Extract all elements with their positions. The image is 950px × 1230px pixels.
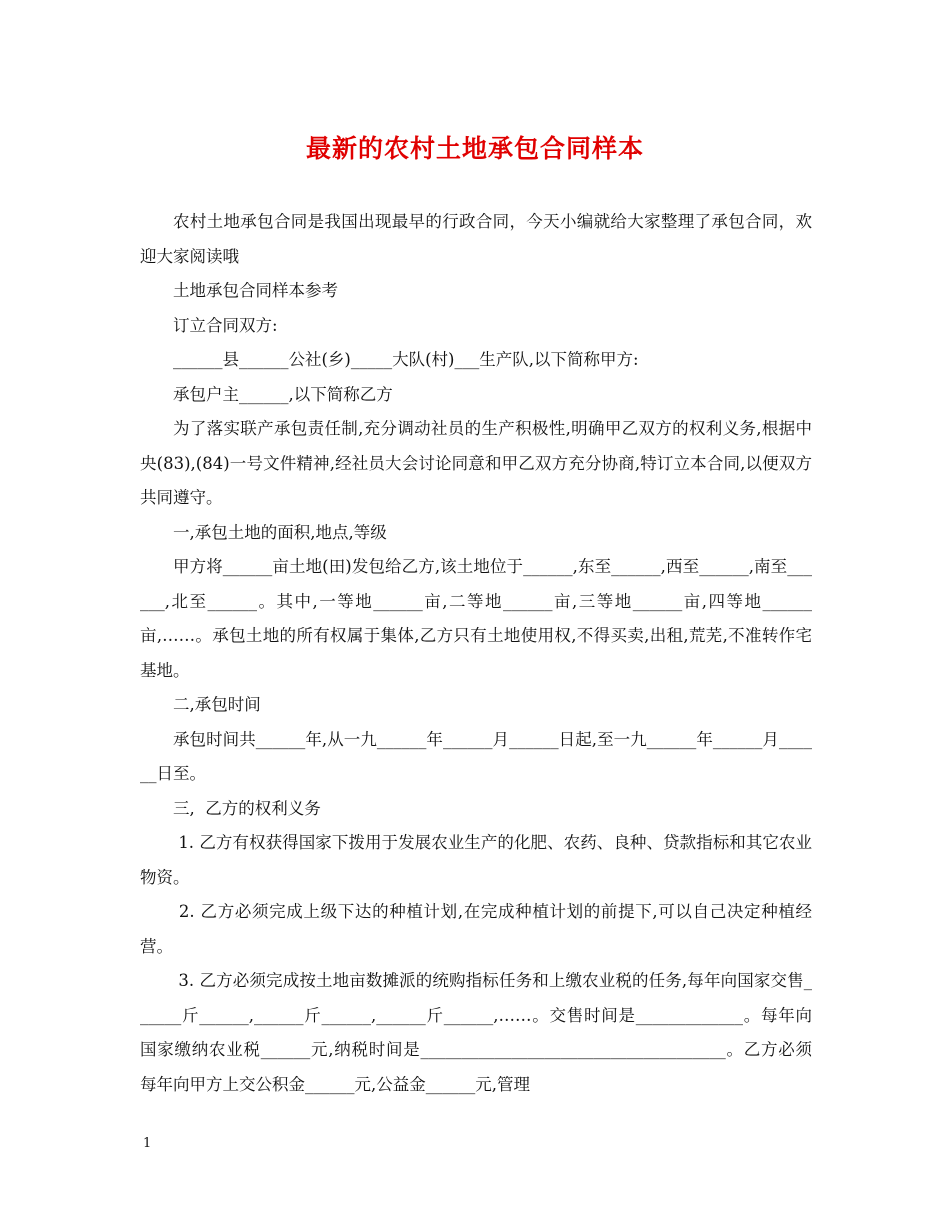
document-title: 最新的农村土地承包合同样本 [305, 134, 644, 163]
paragraph-right-2: 2. 乙方必须完成上级下达的种植计划,在完成种植计划的前提下,可以自己决定种植经营。 [140, 902, 812, 956]
paragraph-term-details: 承包时间共______年,从一九______年______月______日起,至一九______年______月______日至。 [140, 729, 812, 783]
page-number: 1 [143, 1136, 152, 1151]
paragraph-right-1: 1. 乙方有权获得国家下拨用于发展农业生产的化肥、农药、良种、贷款指标和其它农业物资。 [140, 833, 812, 887]
document-body [140, 205, 812, 1102]
section-heading-term: 二,承包时间 [173, 695, 261, 714]
paragraph-party-b: 承包户主______,以下简称乙方 [173, 384, 393, 404]
paragraph-sample-reference: 土地承包合同样本参考 [173, 281, 338, 300]
paragraph-party-a: ______县______公社(乡)_____大队(村)___生产队,以下简称甲方: [173, 350, 639, 369]
section-heading-rights: 三, 乙方的权利义务 [173, 798, 321, 818]
paragraph-intro: 农村土地承包合同是我国出现最早的行政合同，今天小编就给大家整理了承包合同，欢迎大家阅读哦 [140, 212, 812, 266]
paragraph-right-3: 3. 乙方必须完成按土地亩数摊派的统购指标任务和上缴农业税的任务,每年向国家交售______斤______,______斤______,______斤______,……。交售时间是_____________。每年向国家缴纳农业税______元,纳税时间是_____________________________________。乙方必须每年向甲方上交公积金______元,公益金______元,管理 [140, 971, 813, 1094]
paragraph-land-details: 甲方将______亩土地(田)发包给乙方,该土地位于______,东至______,西至______,南至______,北至______。其中,一等地______亩,二等地______亩,三等地______亩,四等地______亩,……。承包土地的所有权属于集体,乙方只有土地使用权,不得买卖,出租,荒芜,不准转作宅基地。 [140, 557, 812, 680]
section-heading-land: 一,承包土地的面积,地点,等级 [173, 522, 387, 542]
paragraph-purpose: 为了落实联产承包责任制,充分调动社员的生产积极性,明确甲乙双方的权利义务,根据中央(83),(84)一号文件精神,经社员大会讨论同意和甲乙双方充分协商,特订立本合同,以便双方共同遵守。 [140, 419, 812, 507]
paragraph-contract-parties: 订立合同双方: [173, 315, 278, 335]
